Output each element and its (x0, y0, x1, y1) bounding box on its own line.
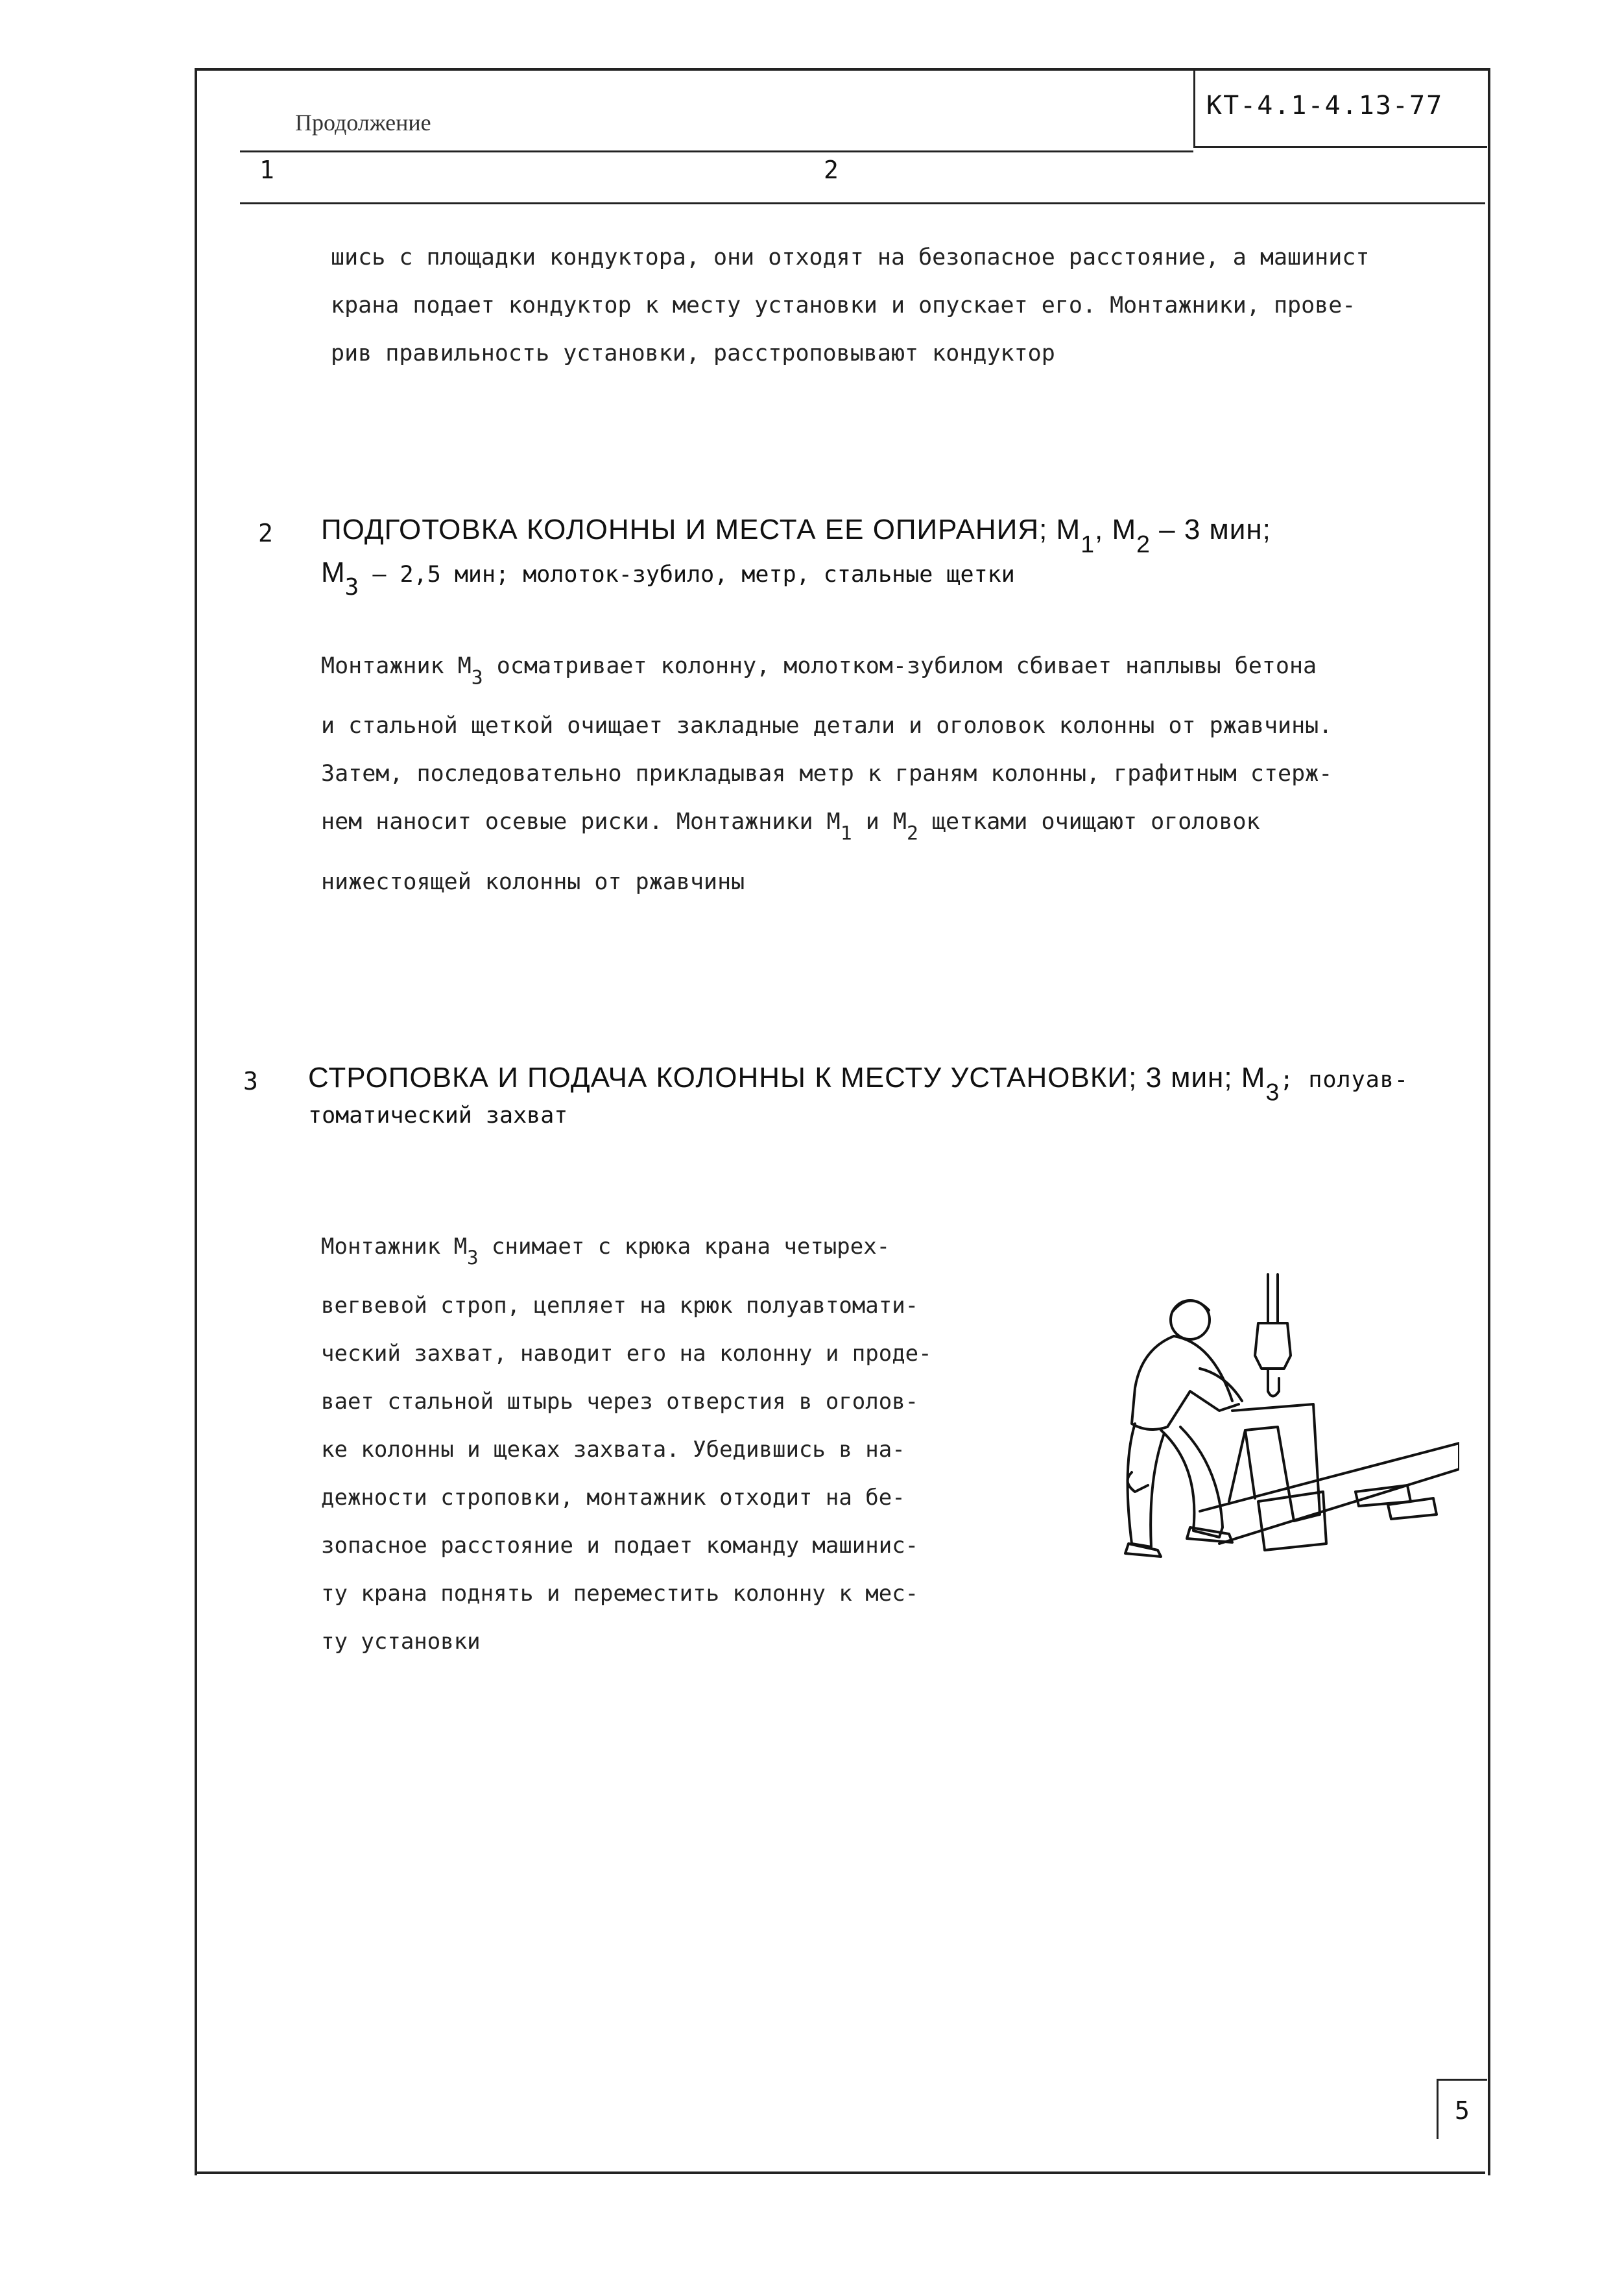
body-line: вает стальной штырь через отверстия в оголов- (321, 1388, 919, 1415)
body-line: ту установки (321, 1628, 481, 1655)
worker-slinging-illustration (1070, 1271, 1459, 1576)
section-3-tool: томатический захват (308, 1103, 568, 1129)
page-number: 5 (1455, 2096, 1470, 2125)
body-line: нижестоящей колонны от ржавчины (321, 868, 745, 895)
intro-paragraph (331, 233, 1369, 377)
worker-leg (1161, 1427, 1223, 1537)
section-3-number: 3 (243, 1067, 258, 1095)
intro-line: рив правильность установки, расстроповывают кондуктор (331, 341, 1055, 366)
section-2-number: 2 (258, 519, 273, 547)
section-2-body (321, 642, 1332, 906)
hook-block (1255, 1323, 1291, 1369)
section-3-body (321, 1223, 932, 1666)
body-line: Затем, последовательно прикладывая метр к граням колонны, графитным стерж- (321, 761, 1333, 787)
section-3-title: СТРОПОВКА И ПОДАЧА КОЛОННЫ К МЕСТУ УСТАНОВКИ; 3 мин; $М_3$; полуав- (308, 1062, 1409, 1106)
body-line: вегвевой строп, цепляет на крюк полуавтомати- (321, 1292, 919, 1319)
continuation-label: Продолжение (295, 110, 431, 136)
bottom-border (195, 2171, 1485, 2174)
worker-glove (1128, 1472, 1148, 1492)
intro-line: крана подает кондуктор к месту установки и опускает его. Монтажники, прове- (331, 293, 1356, 318)
column-number-2: 2 (824, 156, 839, 184)
body-line: и стальной щеткой очищает закладные детали и оголовок колонны от ржавчины. (321, 713, 1333, 739)
hook (1268, 1369, 1279, 1396)
document-code: КТ-4.1-4.13-77 (1206, 91, 1444, 121)
body-line: зопасное расстояние и подает команду машинис- (321, 1532, 919, 1559)
section-2-title: ПОДГОТОВКА КОЛОННЫ И МЕСТА ЕЕ ОПИРАНИЯ; $М_1$, $М_2 - 3$ мин; (321, 514, 1271, 558)
body-line: ту крана поднять и переместить колонну к мес- (321, 1580, 919, 1607)
body-line: Монтажник $М_3$ осматривает колонну, молотком-зубилом сбивает наплывы бетона (321, 653, 1317, 689)
intro-line: шись с площадки кондуктора, они отходят на безопасное расстояние, а машинист (331, 245, 1370, 270)
grip-frame (1229, 1404, 1320, 1521)
column-number-1: 1 (259, 156, 274, 184)
body-line: ке колонны и щеках захвата. Убедившись в на- (321, 1436, 905, 1463)
header-divider (240, 150, 1193, 152)
column-header-divider (240, 202, 1485, 204)
worker-boot (1125, 1544, 1161, 1557)
body-line: нем наносит осевые риски. Монтажники $М_1$ и $М_2$ щетками очищают оголовок (321, 809, 1260, 845)
worker-torso (1132, 1336, 1239, 1430)
body-line: ческий захват, наводит его на колонну и проде- (321, 1340, 932, 1367)
section-2-resources: $М_3 - 2,5$ мин; молоток-зубило, метр, стальные щетки (321, 556, 1015, 601)
body-line: Монтажник $М_3$ снимает с крюка крана четырех- (321, 1234, 890, 1269)
body-line: дежности строповки, монтажник отходит на бе- (321, 1484, 905, 1511)
helmet (1173, 1300, 1209, 1311)
